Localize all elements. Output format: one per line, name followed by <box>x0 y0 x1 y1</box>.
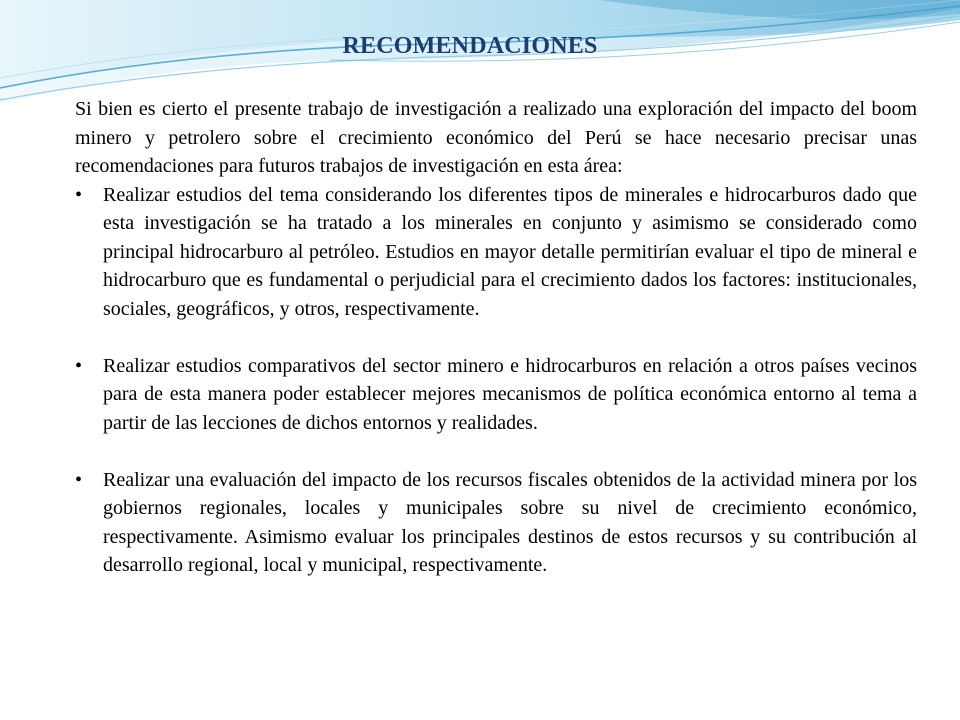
recommendation-item <box>75 466 917 580</box>
slide-body <box>75 95 917 580</box>
recommendation-text: Realizar estudios comparativos del sector minero e hidrocarburos en relación a otros países vecinos para de esta manera poder establecer mejores mecanismos de política económica entorno al tema a partir de las lecciones de dichos entornos y realidades. <box>103 354 917 434</box>
slide-title: RECOMENDACIONES <box>342 33 598 59</box>
recommendations-list <box>75 181 917 580</box>
recommendation-text: Realizar estudios del tema considerando los diferentes tipos de minerales e hidrocarburos dado que esta investigación se ha tratado a los minerales en conjunto y asimismo se considerado como principal hidrocarburo al petróleo. Estudios en mayor detalle permitirían evaluar el tipo de mineral e hidrocarburo que es fundamental o perjudicial para el crecimiento dados los factores: institucionales, sociales, geográficos, y otros, respectivamente. <box>103 183 917 320</box>
recommendation-text: Realizar una evaluación del impacto de los recursos fiscales obtenidos de la actividad minera por los gobiernos regionales, locales y municipales sobre su nivel de crecimiento económico, respectivamente. Asimismo evaluar los principales destinos de estos recursos y su contribución al desarrollo regional, local y municipal, respectivamente. <box>103 468 917 576</box>
recommendation-item <box>75 181 917 324</box>
intro-paragraph: Si bien es cierto el presente trabajo de investigación a realizado una exploración del impacto del boom minero y petrolero sobre el crecimiento económico del Perú se hace necesario precisar unas recomendaciones para futuros trabajos de investigación en esta área: <box>75 98 917 177</box>
bullet-icon: • <box>75 354 83 377</box>
recommendation-item <box>75 352 917 438</box>
bullet-icon: • <box>75 183 83 206</box>
bullet-icon: • <box>75 468 83 491</box>
